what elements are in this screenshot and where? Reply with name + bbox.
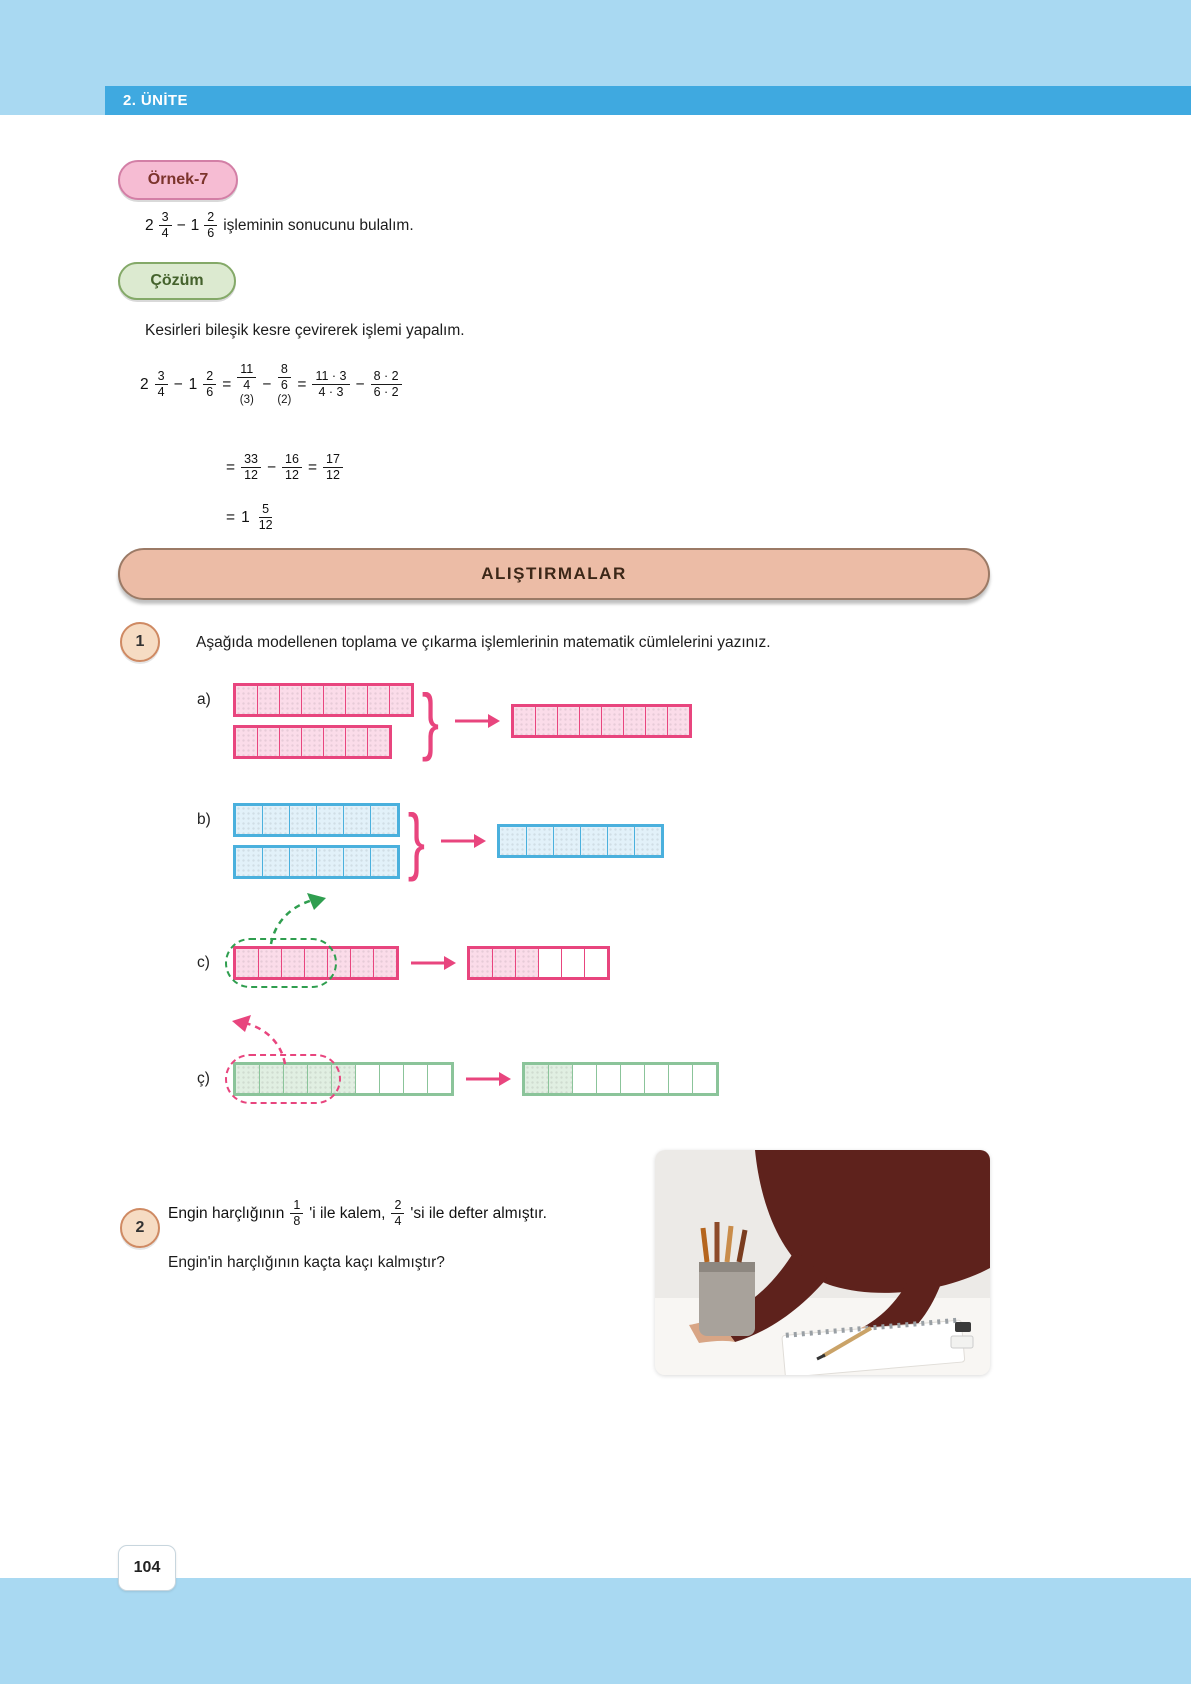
- math-text: 'i ile kalem,: [309, 1204, 386, 1222]
- bar-cell: [596, 1064, 621, 1094]
- bar-cell: [607, 826, 635, 856]
- fraction: $\frac{3}{4}$: [159, 210, 172, 241]
- bar-cell: [373, 948, 397, 978]
- math-text: 1: [241, 508, 250, 526]
- bar-cell: [524, 1064, 549, 1094]
- math-text: Engin harçlığının: [168, 1204, 285, 1222]
- fraction-bar: [233, 683, 414, 717]
- bar-cell: [370, 847, 398, 877]
- math-text: 2: [140, 375, 149, 393]
- solution-line-2: [226, 452, 343, 483]
- bar-cell: [553, 826, 581, 856]
- bar-cell: [262, 847, 290, 877]
- bar-cell: [367, 727, 390, 757]
- bar-cell: [499, 826, 527, 856]
- model-b-bars: [233, 803, 400, 879]
- bar-cell: [379, 1064, 404, 1094]
- exercise-2-number: 2: [120, 1208, 160, 1248]
- bar-cell: [515, 948, 539, 978]
- bar-cell: [561, 948, 585, 978]
- bar-cell: [235, 805, 263, 835]
- photo-person-writing: [655, 1150, 990, 1375]
- model-a-bars: [233, 683, 414, 759]
- fraction: $\frac{16}{12}$: [282, 452, 302, 483]
- bar-cell: [403, 1064, 428, 1094]
- fraction-bar: [233, 845, 400, 879]
- bar-cell: [620, 1064, 645, 1094]
- bar-cell: [623, 706, 646, 736]
- fraction: $\frac{3}{4}$: [155, 369, 168, 400]
- bar-cell: [355, 1064, 380, 1094]
- bar-cell: [350, 948, 374, 978]
- bar-cell: [289, 805, 317, 835]
- model-b-result: [497, 824, 664, 858]
- fraction: $\frac{8 \cdot 2}{6 \cdot 2}$: [371, 369, 402, 400]
- bar-cell: [345, 727, 368, 757]
- bar-cell: [572, 1064, 597, 1094]
- fraction: $\frac{11 \cdot 3}{4 \cdot 3}$: [312, 369, 349, 400]
- bar-cell: [644, 1064, 669, 1094]
- bar-cell: [667, 706, 690, 736]
- arrow-right-icon: [409, 954, 457, 972]
- math-text: =: [222, 375, 232, 393]
- sharpener: [955, 1322, 971, 1332]
- solution-line-3: [226, 502, 276, 533]
- math-text: 2: [145, 216, 154, 234]
- bar-cell: [668, 1064, 693, 1094]
- solution-line-1: [140, 362, 402, 408]
- example-statement-text: işleminin sonucunu bulalım.: [223, 216, 414, 234]
- fraction: $\frac{2}{6}$: [203, 369, 216, 400]
- fraction: 8 6 (2): [277, 362, 292, 406]
- bar-cell: [579, 706, 602, 736]
- model-c-bars: [233, 946, 399, 980]
- example-statement: [145, 210, 414, 241]
- bar-cell: [343, 805, 371, 835]
- math-text: =: [226, 508, 236, 526]
- photo-illustration: [655, 1150, 990, 1375]
- bar-cell: [513, 706, 536, 736]
- model-c-result: [467, 946, 610, 980]
- bar-cell: [492, 948, 516, 978]
- bar-cell: [257, 727, 280, 757]
- bar-cell: [289, 847, 317, 877]
- exercise-1-text: Aşağıda modellenen toplama ve çıkarma işlemlerinin matematik cümlelerini yazınız.: [196, 634, 771, 651]
- math-text: −: [173, 375, 183, 393]
- bar-cell: [370, 805, 398, 835]
- fraction-bar: [467, 946, 610, 980]
- fraction-bar: [233, 725, 392, 759]
- bar-cell: [235, 727, 258, 757]
- bar-cell: [257, 685, 280, 715]
- bar-cell: [538, 948, 562, 978]
- bar-cell: [692, 1064, 717, 1094]
- bottom-band: [0, 1578, 1191, 1684]
- math-text: 1: [190, 216, 200, 234]
- fraction: $\frac{2}{6}$: [204, 210, 217, 241]
- bar-cell: [343, 847, 371, 877]
- bar-cell: [645, 706, 668, 736]
- fraction-bar: [522, 1062, 719, 1096]
- model-cedilla-label: ç): [197, 1070, 210, 1087]
- solution-intro: Kesirleri bileşik kesre çevirerek işlemi yapalım.: [145, 322, 465, 339]
- bar-cell: [584, 948, 608, 978]
- bar-cell: [580, 826, 608, 856]
- arrow-right-icon: [464, 1070, 512, 1088]
- model-c-label: c): [197, 954, 210, 971]
- example-badge: Örnek-7: [118, 160, 238, 200]
- bar-cell: [469, 948, 493, 978]
- model-b: [197, 798, 664, 882]
- fraction: $\frac{17}{12}$: [323, 452, 343, 483]
- bar-cell: [262, 805, 290, 835]
- exercise-2-line1: [168, 1198, 547, 1229]
- bar-cell: [301, 685, 324, 715]
- exercise-2-line2: Engin'in harçlığının kaçta kaçı kalmıştır?: [168, 1254, 445, 1271]
- model-cedilla: [197, 1062, 719, 1096]
- bar-cell: [389, 685, 412, 715]
- solution-badge: Çözüm: [118, 262, 236, 300]
- fraction: $\frac{33}{12}$: [241, 452, 261, 483]
- math-text: =: [297, 375, 307, 393]
- bar-cell: [316, 847, 344, 877]
- math-text: 'si ile defter almıştır.: [410, 1204, 547, 1222]
- bar-cell: [235, 685, 258, 715]
- brace-icon: }: [421, 678, 440, 762]
- bar-cell: [634, 826, 662, 856]
- exercises-banner: ALIŞTIRMALAR: [118, 548, 990, 600]
- math-text: −: [176, 216, 186, 234]
- bar-cell: [601, 706, 624, 736]
- math-text: =: [226, 458, 236, 476]
- math-text: −: [355, 375, 365, 393]
- fraction: $\frac{5}{12}$: [258, 502, 273, 532]
- bar-cell: [345, 685, 368, 715]
- bar-cell: [323, 685, 346, 715]
- pencil-cup: [699, 1262, 755, 1336]
- bar-cell: [557, 706, 580, 736]
- dashed-arrow-up-left-icon: [219, 1012, 299, 1068]
- bar-cell: [301, 727, 324, 757]
- model-b-label: b): [197, 811, 211, 828]
- model-a-result: [511, 704, 692, 738]
- bar-cell: [235, 847, 263, 877]
- arrow-right-icon: [439, 832, 487, 850]
- bar-cell: [548, 1064, 573, 1094]
- bar-cell: [526, 826, 554, 856]
- math-text: −: [262, 375, 272, 393]
- exercise-1-number: 1: [120, 622, 160, 662]
- model-a: [197, 678, 692, 762]
- model-cedilla-bars: [233, 1062, 454, 1096]
- fraction-bar: [233, 803, 400, 837]
- page-number: 104: [118, 1545, 176, 1591]
- brace-icon: }: [407, 798, 426, 882]
- fraction: $\frac{2}{4}$: [391, 1198, 404, 1229]
- model-cedilla-result: [522, 1062, 719, 1096]
- math-text: 1: [188, 375, 198, 393]
- bar-cell: [279, 685, 302, 715]
- bar-cell: [279, 727, 302, 757]
- example-statement-math: [145, 210, 217, 241]
- fraction-bar: [497, 824, 664, 858]
- unit-strip: 2. ÜNİTE: [105, 86, 1191, 115]
- math-text: =: [307, 458, 317, 476]
- fraction-bar: [511, 704, 692, 738]
- arrow-right-icon: [453, 712, 501, 730]
- model-c: [197, 946, 610, 980]
- bar-cell: [367, 685, 390, 715]
- bar-cell: [316, 805, 344, 835]
- dashed-arrow-up-right-icon: [259, 890, 339, 948]
- fraction: $\frac{1}{8}$: [290, 1198, 303, 1229]
- eraser: [951, 1336, 973, 1348]
- fraction: 11 4 (3): [237, 362, 256, 408]
- bar-cell: [323, 727, 346, 757]
- math-text: −: [266, 458, 277, 476]
- bar-cell: [535, 706, 558, 736]
- model-a-label: a): [197, 691, 211, 708]
- bar-cell: [427, 1064, 452, 1094]
